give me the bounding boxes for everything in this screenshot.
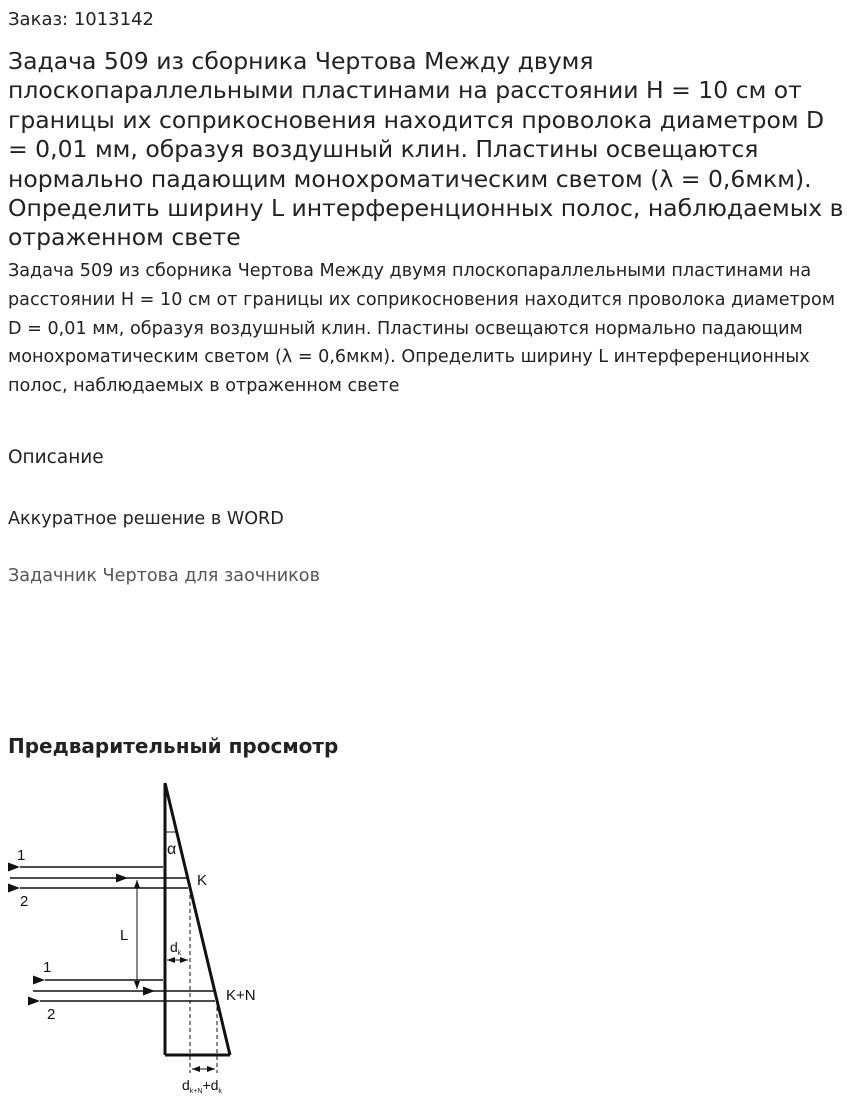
order-id: Заказ: 1013142 xyxy=(8,9,154,30)
ray-1-bottom-label: 1 xyxy=(43,959,52,976)
task-description: Задача 509 из сборника Чертова Между двумя плоскопараллельными пластинами на расстоянии H = 10 см от границы их соприкосновения находится проволока диаметром D = 0,01 мм, образуя воздушный клин. Пластины освещаются нормально падающим монохроматическим светом (λ = 0,6мкм). Определить ширину L интерференционных полос, наблюдаемых в отраженном свете xyxy=(8,261,836,397)
point-kn-label: K+N xyxy=(226,987,256,1004)
thickness-lines xyxy=(167,895,217,1073)
point-k-label: K xyxy=(197,872,208,889)
width-l-label: L xyxy=(120,927,129,944)
ray-pair-top xyxy=(10,867,188,888)
task-title: Задача 509 из сборника Чертова Между двумя плоскопараллельными пластинами на расстоянии H = 10 см от границы их соприкосновения находится проволока диаметром D = 0,01 мм, образуя воздушный клин. Пластины освещаются нормально падающим монохроматическим светом (λ = 0,6мкм). Определить ширину L интерференционных полос, наблюдаемых в отраженном свете xyxy=(8,47,844,252)
ray-2-top-label: 2 xyxy=(20,893,29,910)
description-label: Описание xyxy=(8,447,104,468)
wedge-plates xyxy=(165,783,230,1055)
collection-link[interactable]: Задачник Чертова для заочников xyxy=(8,566,320,586)
thickness-dk-label: $d_k$ xyxy=(170,939,182,957)
ray-2-bottom-label: 2 xyxy=(47,1006,56,1023)
ray-pair-bottom xyxy=(33,980,215,1001)
solution-format-text: Аккуратное решение в WORD xyxy=(8,509,284,529)
inclined-plate xyxy=(165,783,230,1055)
preview-heading: Предварительный просмотр xyxy=(8,734,339,758)
ray-1-top-label: 1 xyxy=(17,847,26,864)
thickness-sum-label: $d_{k+N}+d_k$ xyxy=(182,1077,222,1095)
air-wedge-diagram xyxy=(0,775,300,1105)
angle-alpha-label: α xyxy=(167,841,177,858)
